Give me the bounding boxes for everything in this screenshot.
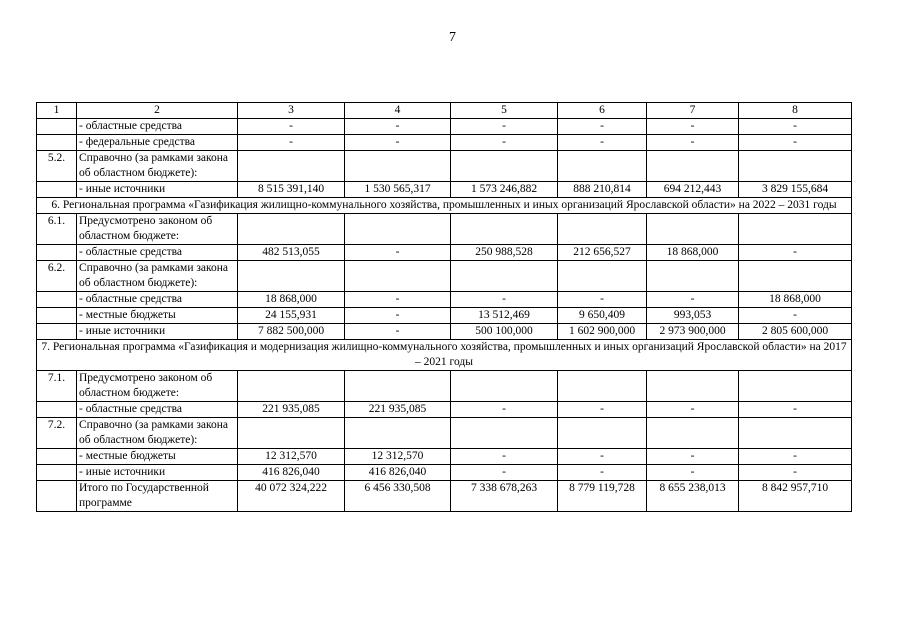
table-row	[37, 135, 852, 151]
column-header: 4	[345, 103, 451, 119]
value-cell: -	[345, 324, 451, 340]
table-header-row	[37, 103, 852, 119]
row-label-cell: Справочно (за рамками закона об областном бюджете):	[77, 151, 238, 182]
row-label-cell: Справочно (за рамками закона об областном бюджете):	[77, 261, 238, 292]
value-cell: 416 826,040	[238, 465, 345, 481]
value-cell	[238, 151, 345, 182]
column-header: 7	[647, 103, 739, 119]
table-row	[37, 308, 852, 324]
section-row	[37, 340, 852, 371]
value-cell: -	[451, 449, 558, 465]
value-cell: 2 973 900,000	[647, 324, 739, 340]
value-cell: 6 456 330,508	[345, 481, 451, 512]
value-cell: -	[558, 402, 647, 418]
value-cell: -	[451, 402, 558, 418]
section-title: 7. Региональная программа «Газификация и модернизация жилищно-коммунального хозяйства, промышленных и иных организаций Ярославской области» на 2017 – 2021 годы	[37, 340, 852, 371]
row-number-cell: 6.1.	[37, 214, 77, 245]
row-label-cell: Предусмотрено законом об областном бюджете:	[77, 371, 238, 402]
row-label-cell: - местные бюджеты	[77, 449, 238, 465]
row-label-cell: - областные средства	[77, 119, 238, 135]
table-row	[37, 481, 852, 512]
column-header: 1	[37, 103, 77, 119]
value-cell: -	[739, 308, 852, 324]
value-cell: -	[739, 449, 852, 465]
value-cell: 7 338 678,263	[451, 481, 558, 512]
value-cell	[345, 371, 451, 402]
value-cell	[558, 371, 647, 402]
section-row	[37, 198, 852, 214]
value-cell	[739, 214, 852, 245]
row-number-cell	[37, 402, 77, 418]
value-cell: -	[451, 119, 558, 135]
value-cell	[558, 261, 647, 292]
table-row	[37, 214, 852, 245]
value-cell	[345, 214, 451, 245]
value-cell: 18 868,000	[238, 292, 345, 308]
row-label-cell: - иные источники	[77, 465, 238, 481]
table-row	[37, 182, 852, 198]
value-cell: 250 988,528	[451, 245, 558, 261]
value-cell: -	[345, 308, 451, 324]
value-cell: 3 829 155,684	[739, 182, 852, 198]
row-number-cell	[37, 449, 77, 465]
value-cell: 18 868,000	[739, 292, 852, 308]
table-row	[37, 449, 852, 465]
row-label-cell: - иные источники	[77, 182, 238, 198]
row-number-cell: 7.1.	[37, 371, 77, 402]
value-cell	[647, 418, 739, 449]
value-cell: -	[451, 135, 558, 151]
table-row	[37, 371, 852, 402]
value-cell: 221 935,085	[345, 402, 451, 418]
value-cell: 993,053	[647, 308, 739, 324]
value-cell: 24 155,931	[238, 308, 345, 324]
row-number-cell	[37, 308, 77, 324]
table-row	[37, 119, 852, 135]
row-label-cell: - иные источники	[77, 324, 238, 340]
value-cell: 221 935,085	[238, 402, 345, 418]
table-row	[37, 418, 852, 449]
value-cell	[238, 371, 345, 402]
value-cell	[558, 151, 647, 182]
row-label-cell: Справочно (за рамками закона об областном бюджете):	[77, 418, 238, 449]
value-cell: -	[345, 292, 451, 308]
value-cell: -	[647, 402, 739, 418]
row-number-cell: 5.2.	[37, 151, 77, 182]
row-number-cell: 6.2.	[37, 261, 77, 292]
value-cell: 13 512,469	[451, 308, 558, 324]
value-cell: -	[451, 465, 558, 481]
value-cell: 8 515 391,140	[238, 182, 345, 198]
table-row	[37, 151, 852, 182]
value-cell	[345, 151, 451, 182]
table-row	[37, 465, 852, 481]
value-cell: -	[558, 465, 647, 481]
row-number-cell	[37, 245, 77, 261]
value-cell	[238, 261, 345, 292]
value-cell: 40 072 324,222	[238, 481, 345, 512]
value-cell	[451, 371, 558, 402]
value-cell: -	[238, 135, 345, 151]
value-cell: -	[558, 119, 647, 135]
row-number-cell	[37, 324, 77, 340]
value-cell: 482 513,055	[238, 245, 345, 261]
value-cell	[451, 418, 558, 449]
row-label-cell: - областные средства	[77, 292, 238, 308]
value-cell: 1 573 246,882	[451, 182, 558, 198]
value-cell	[345, 418, 451, 449]
value-cell: 212 656,527	[558, 245, 647, 261]
value-cell	[451, 151, 558, 182]
value-cell: -	[739, 245, 852, 261]
value-cell: 1 530 565,317	[345, 182, 451, 198]
table-row	[37, 402, 852, 418]
value-cell: -	[647, 119, 739, 135]
value-cell: 18 868,000	[647, 245, 739, 261]
value-cell: -	[647, 449, 739, 465]
value-cell	[451, 214, 558, 245]
row-number-cell	[37, 465, 77, 481]
row-label-cell: - областные средства	[77, 402, 238, 418]
column-header: 5	[451, 103, 558, 119]
value-cell: -	[647, 135, 739, 151]
column-header: 3	[238, 103, 345, 119]
value-cell	[647, 214, 739, 245]
row-label-cell: Предусмотрено законом об областном бюджете:	[77, 214, 238, 245]
value-cell	[238, 214, 345, 245]
value-cell: -	[558, 292, 647, 308]
value-cell: 8 842 957,710	[739, 481, 852, 512]
row-number-cell	[37, 119, 77, 135]
column-header: 6	[558, 103, 647, 119]
value-cell: 416 826,040	[345, 465, 451, 481]
column-header: 8	[739, 103, 852, 119]
value-cell	[558, 418, 647, 449]
table-row	[37, 261, 852, 292]
value-cell: 694 212,443	[647, 182, 739, 198]
value-cell: -	[739, 402, 852, 418]
value-cell: -	[647, 465, 739, 481]
value-cell: 8 779 119,728	[558, 481, 647, 512]
row-number-cell	[37, 481, 77, 512]
value-cell: -	[345, 119, 451, 135]
value-cell	[739, 418, 852, 449]
row-label-cell: Итого по Государственной программе	[77, 481, 238, 512]
value-cell: 12 312,570	[345, 449, 451, 465]
value-cell	[647, 261, 739, 292]
budget-table	[36, 102, 852, 512]
table-row	[37, 324, 852, 340]
row-number-cell	[37, 135, 77, 151]
value-cell	[451, 261, 558, 292]
table-row	[37, 292, 852, 308]
row-label-cell: - федеральные средства	[77, 135, 238, 151]
value-cell	[558, 214, 647, 245]
value-cell	[345, 261, 451, 292]
value-cell	[238, 418, 345, 449]
value-cell	[647, 371, 739, 402]
value-cell: -	[558, 135, 647, 151]
value-cell: 1 602 900,000	[558, 324, 647, 340]
value-cell: -	[238, 119, 345, 135]
value-cell	[647, 151, 739, 182]
value-cell: -	[558, 449, 647, 465]
value-cell: -	[345, 245, 451, 261]
value-cell: -	[451, 292, 558, 308]
row-number-cell: 7.2.	[37, 418, 77, 449]
value-cell	[739, 151, 852, 182]
row-number-cell	[37, 292, 77, 308]
column-header: 2	[77, 103, 238, 119]
value-cell: 888 210,814	[558, 182, 647, 198]
value-cell: -	[647, 292, 739, 308]
value-cell	[739, 371, 852, 402]
value-cell: 9 650,409	[558, 308, 647, 324]
value-cell: 7 882 500,000	[238, 324, 345, 340]
value-cell: -	[345, 135, 451, 151]
value-cell: -	[739, 119, 852, 135]
value-cell: -	[739, 465, 852, 481]
page-number: 7	[449, 30, 456, 45]
row-number-cell	[37, 182, 77, 198]
value-cell	[739, 261, 852, 292]
value-cell: -	[739, 135, 852, 151]
value-cell: 500 100,000	[451, 324, 558, 340]
value-cell: 8 655 238,013	[647, 481, 739, 512]
section-title: 6. Региональная программа «Газификация жилищно-коммунального хозяйства, промышленных и иных организаций Ярославской области» на 2022 – 2031 годы	[37, 198, 852, 214]
table-row	[37, 245, 852, 261]
row-label-cell: - областные средства	[77, 245, 238, 261]
value-cell: 2 805 600,000	[739, 324, 852, 340]
value-cell: 12 312,570	[238, 449, 345, 465]
row-label-cell: - местные бюджеты	[77, 308, 238, 324]
